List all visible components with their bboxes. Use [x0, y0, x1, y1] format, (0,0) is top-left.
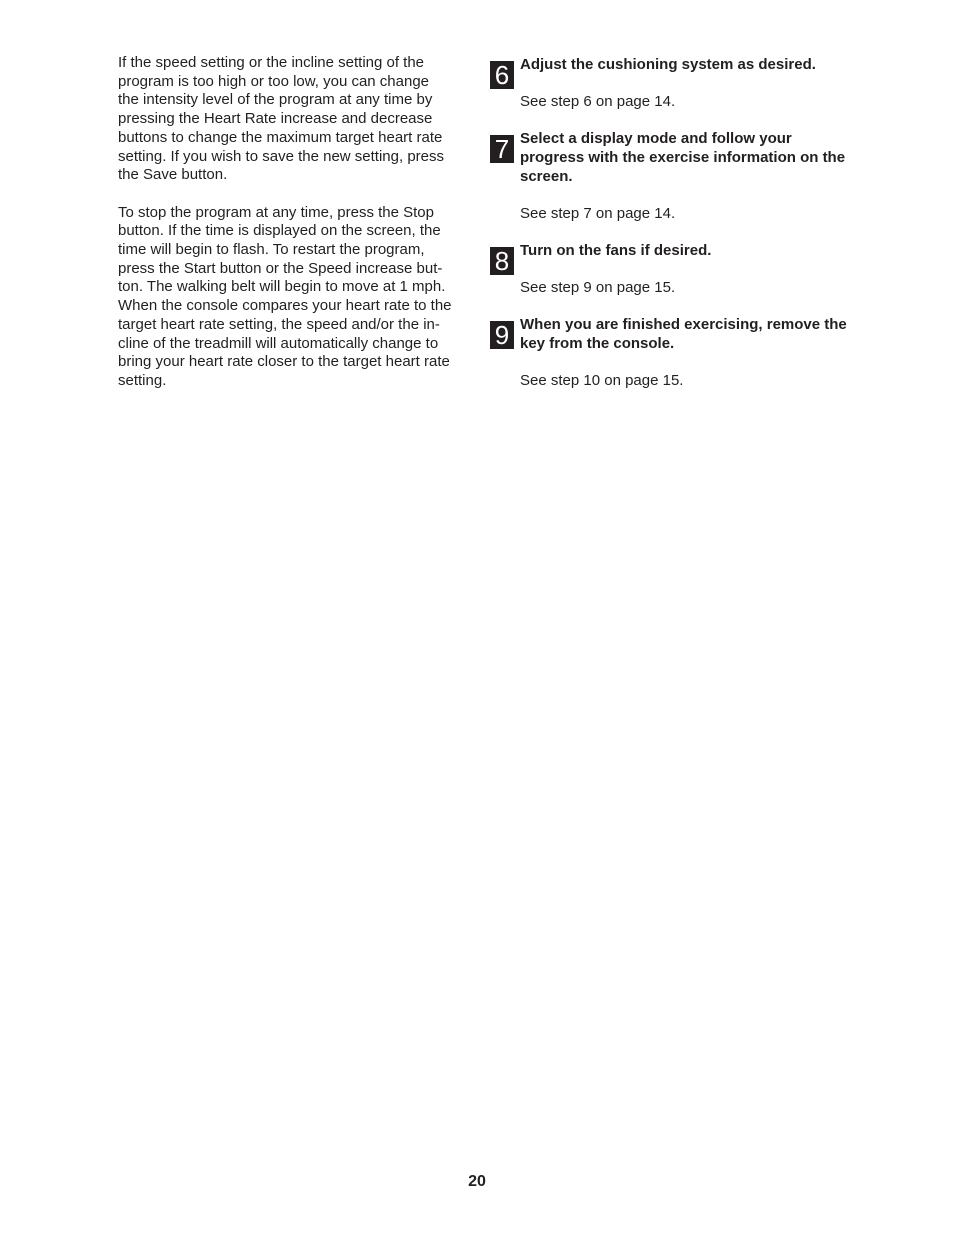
step-title: Turn on the fans if desired. [520, 242, 712, 259]
step-6 [490, 55, 862, 111]
step-9 [490, 315, 862, 390]
page-number: 20 [468, 1173, 486, 1190]
step-title: Adjust the cushioning system as desired. [520, 56, 816, 73]
step-reference: See step 10 on page 15. [520, 372, 684, 389]
step-8 [490, 241, 862, 297]
step-reference: See step 6 on page 14. [520, 93, 676, 110]
step-reference: See step 7 on page 14. [520, 205, 676, 222]
paragraph-intensity: If the speed setting or the incline setting of the program is too high or too low, you can change the intensity level of the program at any time by pressing the Heart Rate increase and decrease buttons to change the maximum target heart rate setting. If you wish to save the new setting, press the Save button. [118, 54, 445, 184]
step-reference: See step 9 on page 15. [520, 279, 676, 296]
step-title: When you are finished exercising, remove the key from the console. [520, 316, 847, 352]
step-number-badge: 6 [490, 61, 514, 89]
step-7 [490, 129, 862, 223]
left-column [118, 54, 470, 409]
step-title: Select a display mode and follow your progress with the exercise information on the screen. [520, 130, 846, 185]
step-number-badge: 9 [490, 321, 514, 349]
paragraph-stop-program: To stop the program at any time, press the Stop button. If the time is displayed on the screen, the time will begin to flash. To restart the program, press the Start button or the Speed increase but- ton. The walking belt will begin to move at 1 mph. When the console compares your heart rate to the target heart rate setting, the speed and/or the in- cline of the treadmill will automatically change to bring your heart rate closer to the target heart rate setting. [118, 203, 452, 389]
right-column [490, 55, 862, 408]
step-number-badge: 7 [490, 135, 514, 163]
step-number-badge: 8 [490, 247, 514, 275]
